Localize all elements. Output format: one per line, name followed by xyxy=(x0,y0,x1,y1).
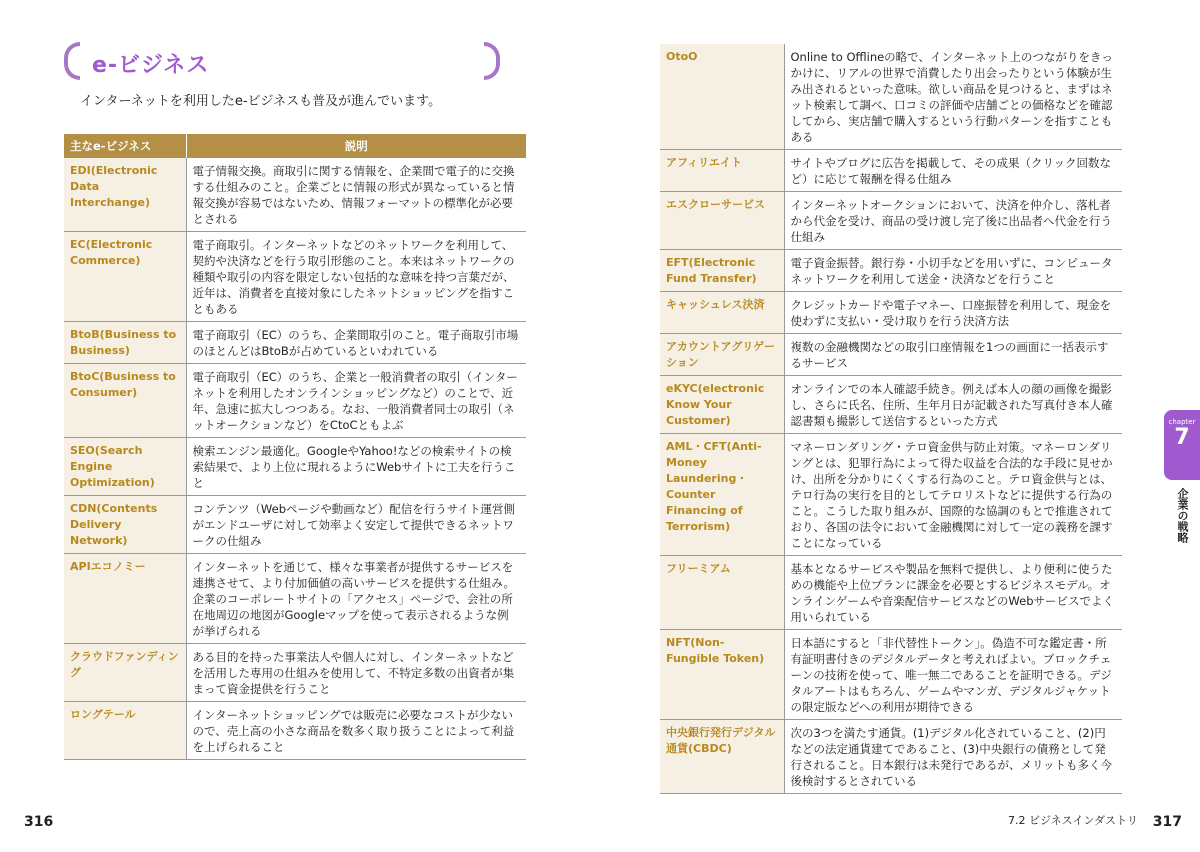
table-row xyxy=(660,150,1122,192)
row-desc: 電子資金振替。銀行券・小切手などを用いずに、コンピュータネットワークを利用して送金・決済などを行うこと xyxy=(784,250,1122,292)
row-desc: 複数の金融機関などの取引口座情報を1つの画面に一括表示するサービス xyxy=(784,334,1122,376)
heading-bracket-right xyxy=(484,42,500,80)
row-term: キャッシュレス決済 xyxy=(660,292,784,334)
table-row xyxy=(660,250,1122,292)
row-desc: インターネットショッピングでは販売に必要なコストが少ないので、売上高の小さな商品を数多く取り扱うことによって利益を上げられること xyxy=(186,702,526,760)
table-row xyxy=(64,438,526,496)
row-term: BtoB(Business to Business) xyxy=(64,322,186,364)
row-term: CDN(Contents Delivery Network) xyxy=(64,496,186,554)
row-desc: 電子情報交換。商取引に関する情報を、企業間で電子的に交換する仕組みのこと。企業ごとに情報の形式が異なっていると情報交換が容易ではないため、情報フォーマットの標準化が必要とされる xyxy=(186,158,526,232)
table-row xyxy=(64,158,526,232)
row-term: EFT(Electronic Fund Transfer) xyxy=(660,250,784,292)
table-header-row xyxy=(64,134,526,158)
table-row xyxy=(64,554,526,644)
row-term: アカウントアグリゲーション xyxy=(660,334,784,376)
row-term: クラウドファンディング xyxy=(64,644,186,702)
table-row xyxy=(660,376,1122,434)
table-row xyxy=(660,292,1122,334)
row-desc: クレジットカードや電子マネー、口座振替を利用して、現金を使わずに支払い・受け取りを行う決済方法 xyxy=(784,292,1122,334)
ebusiness-table-right xyxy=(660,44,1122,794)
table-row xyxy=(64,322,526,364)
row-term: EC(Electronic Commerce) xyxy=(64,232,186,322)
chapter-tab-label: chapter xyxy=(1168,418,1196,426)
section-heading xyxy=(64,42,500,84)
row-desc: オンラインでの本人確認手続き。例えば本人の顔の画像を撮影し、さらに氏名、住所、生年月日が記載された写真付き本人確認書類も撮影して送信するといった方式 xyxy=(784,376,1122,434)
right-page xyxy=(600,0,1200,852)
row-desc: インターネットを通じて、様々な事業者が提供するサービスを連携させて、より付加価値の高いサービスを提供する仕組み。企業のコーポレートサイトの「アクセス」ページで、会社の所在地周辺の地図がGoogleマップを使って表示されるような例が挙げられる xyxy=(186,554,526,644)
page-number-left: 316 xyxy=(24,814,54,830)
row-desc: ある目的を持った事業法人や個人に対し、インターネットなどを活用した専用の仕組みを使用して、不特定多数の出資者が集まって資金提供を行うこと xyxy=(186,644,526,702)
row-term: フリーミアム xyxy=(660,556,784,630)
page-number-right: 317 xyxy=(1152,814,1182,830)
table-row xyxy=(660,720,1122,794)
row-term: SEO(Search Engine Optimization) xyxy=(64,438,186,496)
row-desc: 日本語にすると「非代替性トークン」。偽造不可な鑑定書・所有証明書付きのデジタルデータと考えればよい。ブロックチェーンの技術を使って、唯一無二であることを証明できる。デジタルアートはもちろん、ゲームやマンガ、デジタルジャケットの限定版などへの利用が期待できる xyxy=(784,630,1122,720)
chapter-tab-title: 企業の戦略 xyxy=(1176,488,1189,543)
heading-bracket-left xyxy=(64,42,80,80)
row-term: BtoC(Business to Consumer) xyxy=(64,364,186,438)
table-row xyxy=(64,644,526,702)
row-desc: マネーロンダリング・テロ資金供与防止対策。マネーロンダリングとは、犯罪行為によって得た収益を合法的な手段に見せかけ、出所を分かりにくくする行為のこと。テロ資金供与とは、テロ行為の実行を目的としてテロリストなどに提供する行為のこと。こうした取り組みが、国際的な協調のもとで推進されており、各国の法令において金融機関に対して一定の義務を課すことになっている xyxy=(784,434,1122,556)
table-row xyxy=(660,44,1122,150)
table-row xyxy=(660,192,1122,250)
row-term: エスクローサービス xyxy=(660,192,784,250)
table-header-desc: 説明 xyxy=(186,134,526,158)
heading-title: e-ビジネス xyxy=(92,53,210,78)
row-desc: 電子商取引（EC）のうち、企業と一般消費者の取引（インターネットを利用したオンラインショッピングなど）のことで、近年、急速に拡大しつつある。なお、一般消費者同士の取引（ネットオークションなど）をCtoCともよぶ xyxy=(186,364,526,438)
table-row xyxy=(660,556,1122,630)
row-desc: インターネットオークションにおいて、決済を仲介し、落札者から代金を受け、商品の受け渡し完了後に出品者へ代金を行う仕組み xyxy=(784,192,1122,250)
row-desc: サイトやブログに広告を掲載して、その成果（クリック回数など）に応じて報酬を得る仕組み xyxy=(784,150,1122,192)
table-row xyxy=(64,232,526,322)
table-row xyxy=(660,334,1122,376)
row-desc: 電子商取引（EC）のうち、企業間取引のこと。電子商取引市場のほとんどはBtoBが占めているといわれている xyxy=(186,322,526,364)
row-desc: 電子商取引。インターネットなどのネットワークを利用して、契約や決済などを行う取引形態のこと。本来はネットワークの種類や取引の内容を限定しない包括的な意味を持つ言葉だが、近年は、消費者を直接対象にしたネットショッピングを指すこともある xyxy=(186,232,526,322)
row-desc: 基本となるサービスや製品を無料で提供し、より便利に使うための機能や上位プランに課金を必要とするビジネスモデル。オンラインゲームや音楽配信サービスなどのWebサービスでよく用いられている xyxy=(784,556,1122,630)
table-row xyxy=(64,702,526,760)
intro-text: インターネットを利用したe-ビジネスも普及が進んでいます。 xyxy=(80,94,442,109)
ebusiness-table-left xyxy=(64,134,526,760)
row-term: ロングテール xyxy=(64,702,186,760)
row-desc: Online to Offlineの略で、インターネット上のつながりをきっかけに、リアルの世界で消費したり出会ったりという体験が生み出されるといった意味。欲しい商品を見つけると、まずはネット検索して調べ、口コミの評価や店舗ごとの価格などを確認してから、実店舗で購入するという行動パターンを指すこともある xyxy=(784,44,1122,150)
row-term: eKYC(electronic Know Your Customer) xyxy=(660,376,784,434)
row-term: AML・CFT(Anti-Money Laundering・Counter Financing of Terrorism) xyxy=(660,434,784,556)
row-term: APIエコノミー xyxy=(64,554,186,644)
running-head: 7.2 ビジネスインダストリ xyxy=(1008,814,1138,827)
row-term: NFT(Non-Fungible Token) xyxy=(660,630,784,720)
row-desc: 検索エンジン最適化。GoogleやYahoo!などの検索サイトの検索結果で、より上位に現れるようにWebサイトに工夫を行うこと xyxy=(186,438,526,496)
table-row xyxy=(64,364,526,438)
row-term: OtoO xyxy=(660,44,784,150)
row-desc: 次の3つを満たす通貨。(1)デジタル化されていること、(2)円などの法定通貨建てであること、(3)中央銀行の債務として発行されること。日本銀行は未発行であるが、メリットも多く今後検討するとされている xyxy=(784,720,1122,794)
table-header-term: 主なe-ビジネス xyxy=(64,134,186,158)
table-row xyxy=(64,496,526,554)
chapter-tab xyxy=(1164,410,1200,480)
table-row xyxy=(660,630,1122,720)
row-term: 中央銀行発行デジタル通貨(CBDC) xyxy=(660,720,784,794)
row-term: アフィリエイト xyxy=(660,150,784,192)
table-row xyxy=(660,434,1122,556)
row-term: EDI(Electronic Data Interchange) xyxy=(64,158,186,232)
chapter-tab-number: 7 xyxy=(1174,425,1190,450)
row-desc: コンテンツ（Webページや動画など）配信を行うサイト運営側がエンドユーザに対して効率よく安定して提供できるネットワークの仕組み xyxy=(186,496,526,554)
